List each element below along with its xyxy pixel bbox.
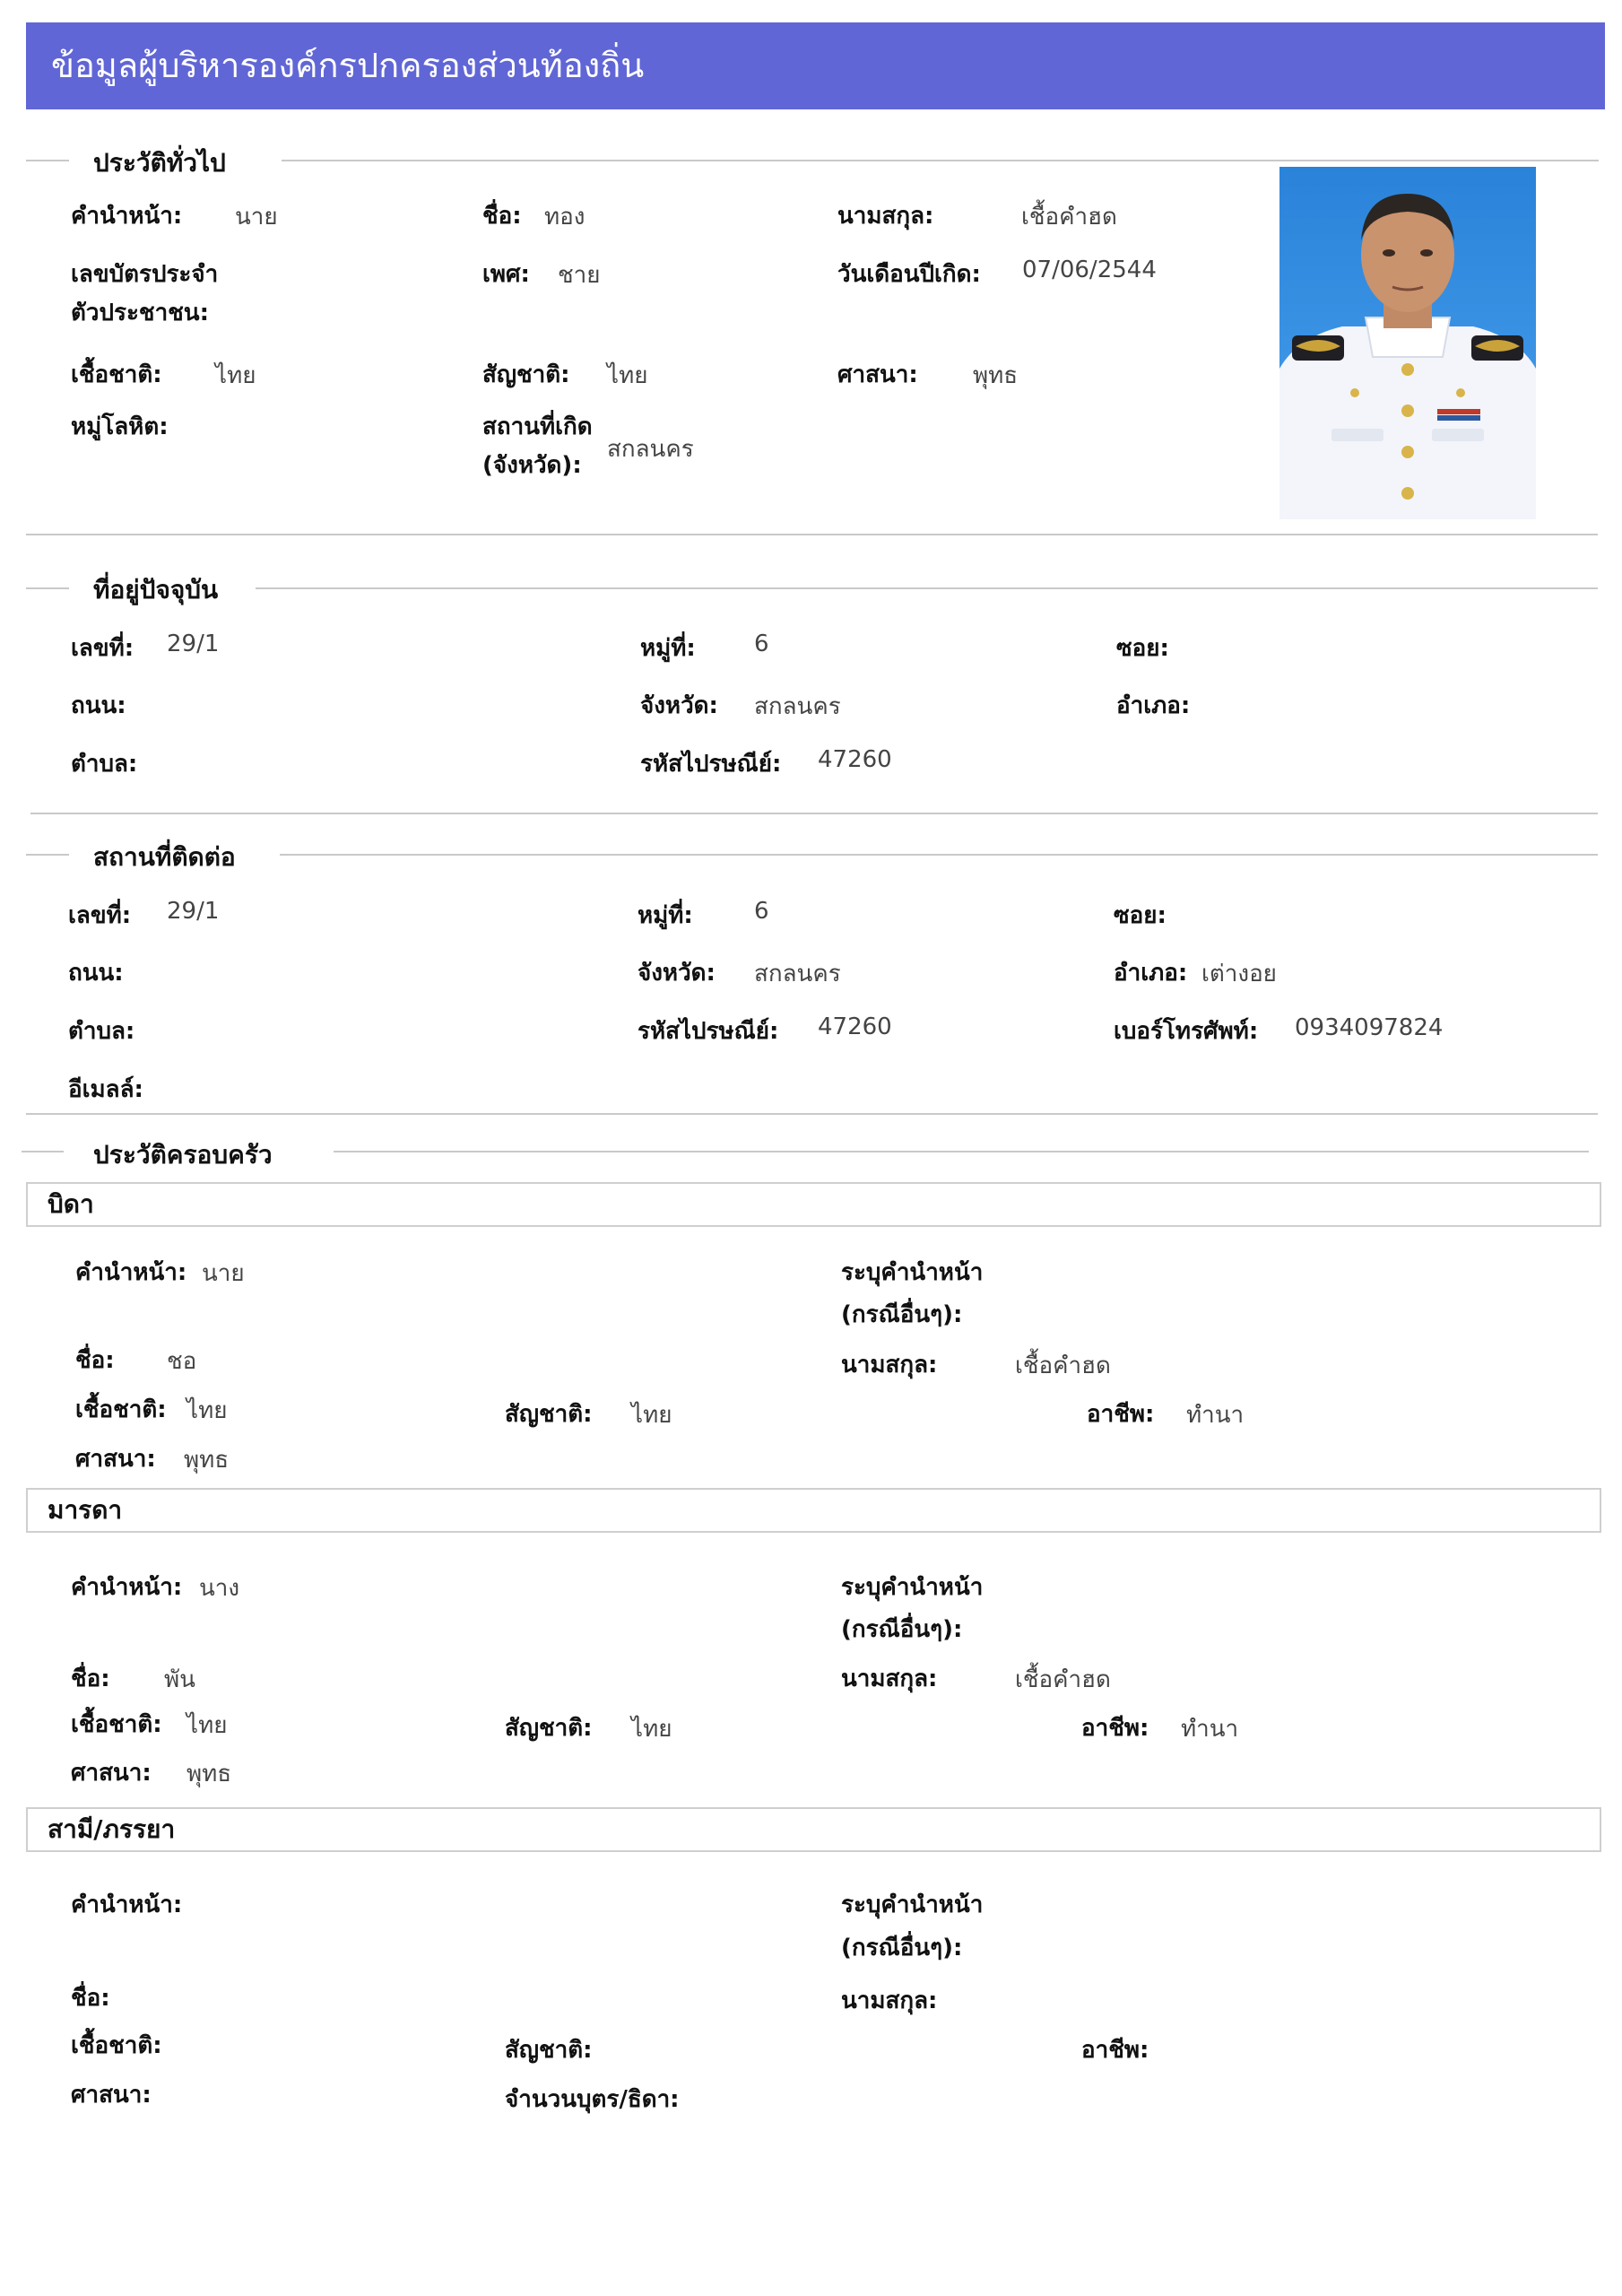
mother-occupation-label: อาชีพ:	[1081, 1715, 1149, 1742]
gender-value: ชาย	[558, 262, 601, 289]
mother-name-value: พัน	[164, 1666, 195, 1693]
contact-postcode-label: รหัสไปรษณีย์:	[638, 1018, 779, 1045]
mother-lastname-label: นามสกุล:	[841, 1665, 938, 1692]
ethnicity-label: เชื้อชาติ:	[71, 361, 162, 388]
address-subdistrict-label: ตำบล:	[71, 751, 138, 778]
birthdate-label: วันเดือนปีเกิด:	[837, 261, 981, 288]
section-divider	[334, 1151, 1589, 1152]
section-divider	[26, 854, 69, 856]
section-title-general: ประวัติทั่วไป	[93, 148, 226, 178]
mother-nationality-label: สัญชาติ:	[505, 1715, 593, 1742]
address-province-value: สกลนคร	[754, 693, 841, 720]
contact-phone-label: เบอร์โทรศัพท์:	[1114, 1018, 1259, 1045]
mother-title: มารดา	[48, 1495, 123, 1525]
section-title-current-address: ที่อยู่ปัจจุบัน	[93, 575, 219, 604]
nationality-value: ไทย	[607, 362, 648, 389]
spouse-religion-label: ศาสนา:	[71, 2082, 152, 2109]
father-name-label: ชื่อ:	[75, 1347, 115, 1374]
spouse-occupation-label: อาชีพ:	[1081, 2037, 1149, 2064]
spouse-header	[26, 1807, 1601, 1852]
father-prefix-value: นาย	[202, 1260, 245, 1287]
birthplace-value: สกลนคร	[607, 436, 694, 463]
spouse-other-prefix-label: ระบุคำนำหน้า	[841, 1892, 984, 1918]
address-soi-label: ซอย:	[1116, 635, 1169, 662]
mother-ethnicity-value: ไทย	[186, 1712, 228, 1739]
spouse-prefix-label: คำนำหน้า:	[71, 1892, 183, 1918]
contact-phone-value: 0934097824	[1295, 1014, 1444, 1041]
address-road-label: ถนน:	[71, 692, 126, 719]
father-other-prefix-label: ระบุคำนำหน้า	[841, 1259, 984, 1286]
blood-type-label: หมู่โลหิต:	[71, 413, 169, 440]
spouse-title: สามี/ภรรยา	[48, 1814, 176, 1844]
id-card-label: เลขบัตรประจำ	[71, 261, 219, 288]
contact-postcode-value: 47260	[818, 1013, 892, 1040]
mother-religion-value: พุทธ	[186, 1761, 232, 1787]
birthplace-label-2: (จังหวัด):	[482, 452, 582, 479]
contact-province-label: จังหวัด:	[638, 960, 716, 987]
mother-nationality-value: ไทย	[631, 1716, 672, 1743]
section-divider	[282, 160, 1599, 161]
section-divider	[26, 160, 69, 161]
contact-district-value: เต่างอย	[1201, 961, 1277, 987]
portrait-illustration	[1279, 167, 1536, 519]
spouse-lastname-label: นามสกุล:	[841, 1987, 938, 2014]
firstname-value: ทอง	[544, 204, 585, 230]
contact-no-value: 29/1	[167, 898, 220, 925]
father-title: บิดา	[48, 1189, 94, 1219]
father-occupation-label: อาชีพ:	[1087, 1401, 1155, 1428]
section-title-contact: สถานที่ติดต่อ	[93, 842, 236, 872]
lastname-label: นามสกุล:	[837, 203, 934, 230]
father-religion-label: ศาสนา:	[75, 1446, 156, 1473]
spouse-name-label: ชื่อ:	[71, 1985, 110, 2012]
mother-header	[26, 1488, 1601, 1533]
mother-prefix-value: นาง	[199, 1575, 240, 1602]
father-name-value: ชอ	[167, 1348, 197, 1375]
section-divider	[26, 587, 69, 589]
lastname-value: เชื้อคำฮด	[1021, 204, 1117, 230]
father-nationality-label: สัญชาติ:	[505, 1401, 593, 1428]
mother-occupation-value: ทำนา	[1181, 1716, 1239, 1743]
mother-prefix-label: คำนำหน้า:	[71, 1574, 183, 1601]
firstname-label: ชื่อ:	[482, 203, 522, 230]
spouse-other-prefix-label-2: (กรณีอื่นๆ):	[841, 1935, 963, 1961]
profile-photo	[1279, 167, 1536, 519]
father-prefix-label: คำนำหน้า:	[75, 1259, 187, 1286]
contact-moo-label: หมู่ที่:	[638, 902, 693, 929]
contact-district-label: อำเภอ:	[1114, 960, 1188, 987]
header-bar	[26, 22, 1605, 109]
father-occupation-value: ทำนา	[1186, 1402, 1245, 1429]
spouse-children-label: จำนวนบุตร/ธิดา:	[505, 2086, 680, 2113]
birthdate-value: 07/06/2544	[1022, 257, 1157, 283]
father-ethnicity-label: เชื้อชาติ:	[75, 1396, 167, 1423]
section-title-family: ประวัติครอบครัว	[93, 1140, 273, 1170]
address-no-value: 29/1	[167, 631, 220, 657]
mother-other-prefix-label: ระบุคำนำหน้า	[841, 1574, 984, 1601]
section-divider	[26, 1113, 1598, 1115]
mother-ethnicity-label: เชื้อชาติ:	[71, 1711, 162, 1738]
mother-religion-label: ศาสนา:	[71, 1760, 152, 1787]
ethnicity-value: ไทย	[215, 362, 256, 389]
father-header	[26, 1182, 1601, 1227]
gender-label: เพศ:	[482, 261, 530, 288]
contact-no-label: เลขที่:	[68, 902, 132, 929]
prefix-value: นาย	[235, 204, 278, 230]
religion-label: ศาสนา:	[837, 361, 918, 388]
father-other-prefix-label-2: (กรณีอื่นๆ):	[841, 1301, 963, 1328]
address-no-label: เลขที่:	[71, 635, 134, 662]
religion-value: พุทธ	[973, 362, 1019, 389]
father-lastname-value: เชื้อคำฮด	[1015, 1352, 1111, 1379]
father-ethnicity-value: ไทย	[186, 1397, 228, 1424]
contact-soi-label: ซอย:	[1114, 902, 1167, 929]
mother-lastname-value: เชื้อคำฮด	[1015, 1666, 1111, 1693]
address-province-label: จังหวัด:	[640, 692, 718, 719]
id-card-label-2: ตัวประชาชน:	[71, 300, 209, 326]
prefix-label: คำนำหน้า:	[71, 203, 183, 230]
section-divider	[26, 534, 1598, 535]
page-title: ข้อมูลผู้บริหารองค์กรปกครองส่วนท้องถิ่น	[51, 46, 645, 85]
father-lastname-label: นามสกุล:	[841, 1352, 938, 1378]
birthplace-label: สถานที่เกิด	[482, 413, 593, 440]
mother-other-prefix-label-2: (กรณีอื่นๆ):	[841, 1616, 963, 1643]
section-divider	[280, 854, 1598, 856]
father-nationality-value: ไทย	[631, 1402, 672, 1429]
contact-road-label: ถนน:	[68, 960, 124, 987]
address-moo-value: 6	[754, 631, 769, 657]
father-religion-value: พุทธ	[184, 1447, 230, 1474]
contact-subdistrict-label: ตำบล:	[68, 1018, 135, 1045]
spouse-ethnicity-label: เชื้อชาติ:	[71, 2032, 162, 2059]
mother-name-label: ชื่อ:	[71, 1665, 110, 1692]
address-moo-label: หมู่ที่:	[640, 635, 696, 662]
section-divider	[30, 813, 1598, 814]
nationality-label: สัญชาติ:	[482, 361, 570, 388]
section-divider	[256, 587, 1598, 589]
spouse-nationality-label: สัญชาติ:	[505, 2037, 593, 2064]
address-postcode-value: 47260	[818, 746, 892, 773]
contact-province-value: สกลนคร	[754, 961, 841, 987]
contact-email-label: อีเมลล์:	[68, 1076, 143, 1103]
contact-moo-value: 6	[754, 898, 769, 925]
address-postcode-label: รหัสไปรษณีย์:	[640, 751, 782, 778]
section-divider	[22, 1151, 64, 1152]
address-district-label: อำเภอ:	[1116, 692, 1191, 719]
